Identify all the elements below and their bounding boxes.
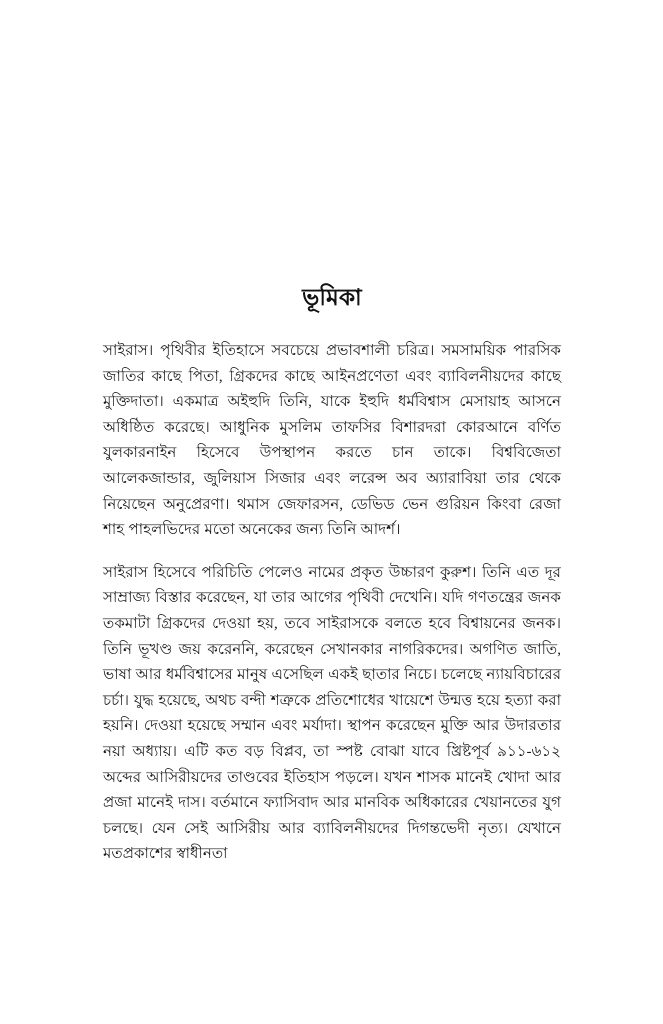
chapter-title: ভূমিকা — [302, 285, 362, 310]
body-paragraph-1: সাইরাস। পৃথিবীর ইতিহাসে সবচেয়ে প্রভাবশালী চরিত্র। সমসাময়িক পারসিক জাতির কাছে পিতা, গ্রিকদের কাছে আইনপ্রণেতা এবং ব্যাবিলনীয়দের কাছে মুক্তিদাতা। একমাত্র অইহুদি তিনি, যাকে ইহুদি ধর্মবিশ্বাস মেসায়াহ আসনে অধিষ্ঠিত করেছে। আধুনিক মুসলিম তাফসির বিশারদরা কোরআনে বর্ণিত যুলকারনাইন হিসেবে উপস্থাপন করতে চান তাকে। বিশ্ববিজেতা আলেকজান্ডার, জুলিয়াস সিজার এবং লরেন্স অব অ্যারাবিয়া তার থেকে নিয়েছেন অনুপ্রেরণা। থমাস জেফারসন, ডেভিড ভেন গুরিয়ন কিংবা রেজা শাহ পাহলভিদের মতো অনেকের জন্য তিনি আদর্শ। — [103, 343, 561, 539]
body-paragraph-2: সাইরাস হিসেবে পরিচিতি পেলেও নামের প্রকৃত উচ্চারণ কুরুশ। তিনি এত দূর সাম্রাজ্য বিস্তার করেছেন, যা তার আগের পৃথিবী দেখেনি। যদি গণতন্ত্রের জনক তকমাটা গ্রিকদের দেওয়া হয়, তবে সাইরাসকে বলতে হবে বিশ্বায়নের জনক। তিনি ভূখণ্ড জয় করেননি, করেছেন সেখানকার নাগরিকদের। অগণিত জাতি, ভাষা আর ধর্মবিশ্বাসের মানুষ এসেছিল একই ছাতার নিচে। চলেছে ন্যায়বিচারের চর্চা। যুদ্ধ হয়েছে, অথচ বন্দী শত্রুকে প্রতিশোধের খায়েশে উন্মত্ত হয়ে হত্যা করা হয়নি। দেওয়া হয়েছে সম্মান এবং মর্যাদা। স্থাপন করেছেন মুক্তি আর উদারতার নয়া অধ্যায়। এটি কত বড় বিপ্লব, তা স্পষ্ট বোঝা যাবে খ্রিষ্টপূর্ব ৯১১-৬১২ অব্দের আসিরীয়দের তাণ্ডবের ইতিহাস পড়লে। যখন শাসক মানেই খোদা আর প্রজা মানেই দাস। বর্তমানে ফ্যাসিবাদ আর মানবিক অধিকারের খেয়ানতের যুগ চলছে। যেন সেই আসিরীয় আর ব্যাবিলনীয়দের দিগন্তভেদী নৃত্য। যেখানে মতপ্রকাশের স্বাধীনতা — [103, 564, 561, 863]
page-content-block — [103, 282, 561, 868]
